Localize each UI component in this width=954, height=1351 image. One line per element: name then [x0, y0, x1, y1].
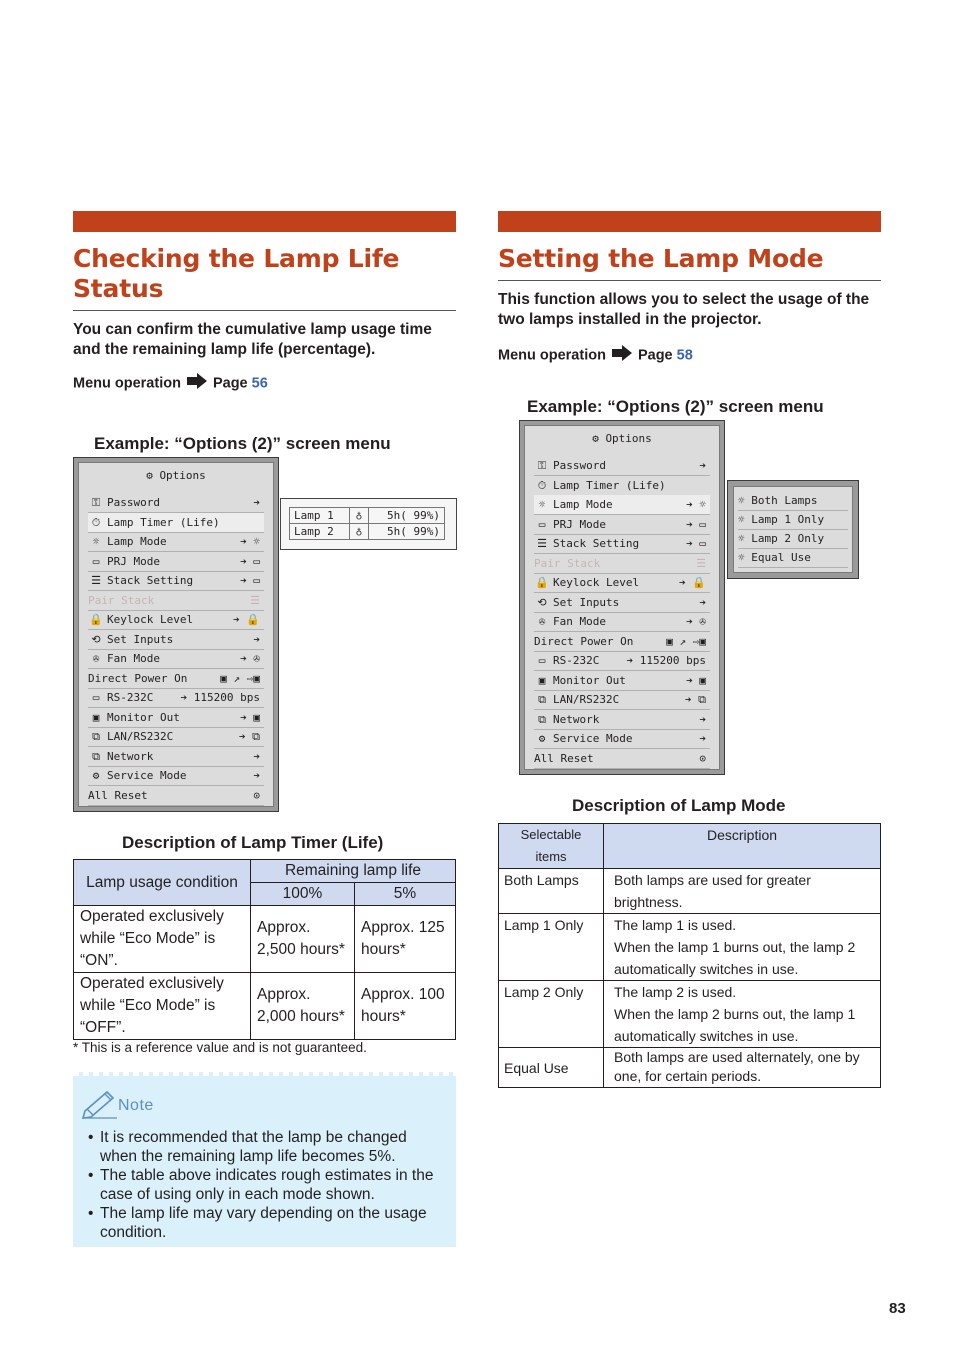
menu-item-label: Fan Mode	[553, 615, 606, 628]
menu-item-lamp-timer-life[interactable]	[534, 476, 710, 496]
menu-item-lan-rs232c[interactable]	[534, 690, 710, 710]
menu-item-pair-stack[interactable]	[534, 554, 710, 574]
menu-item-value: ➔ 115200 bps	[626, 654, 706, 667]
menu-item-label: Lamp Mode	[553, 498, 613, 511]
lamp-timer-display	[280, 498, 457, 550]
menu-item-value: ➔ ▭	[240, 574, 260, 587]
monitor-icon: ▣	[538, 673, 546, 687]
lamp-mode-icon: ☼	[738, 494, 745, 507]
note-title: Note	[118, 1097, 154, 1114]
lamp-mode-icon: ☼	[538, 498, 546, 511]
menu-item-keylock-level[interactable]	[88, 610, 264, 630]
menu-item-value: ➔ 115200 bps	[180, 691, 260, 704]
menu-item-rs-232c[interactable]	[88, 688, 264, 708]
intro-text: This function allows you to select the usage of the two lamps installed in the projector.	[498, 291, 870, 328]
lan-icon: ⧉	[92, 730, 100, 743]
submenu-item-both-lamps[interactable]: ☼ Both Lamps	[738, 492, 848, 511]
menu-item-label: Lamp Timer (Life)	[107, 515, 220, 529]
list-item: • The table above indicates rough estimates in the case of using only in each mode shown.	[88, 1166, 448, 1204]
menu-item-fan-mode[interactable]	[534, 612, 710, 632]
menu-item-all-reset[interactable]	[88, 786, 264, 806]
menu-item-label: LAN/RS232C	[107, 730, 174, 743]
network-icon: ⧉	[92, 749, 100, 763]
rs232-icon: ▭	[92, 691, 100, 704]
menu-item-label: Stack Setting	[553, 537, 640, 550]
menu-item-all-reset[interactable]	[534, 749, 710, 769]
table-row: Equal Use Both lamps are used alternately, one by one, for certain periods.	[499, 1048, 881, 1088]
options-icon: ⚙	[146, 469, 160, 482]
menu-item-value: ➔ ☼	[240, 535, 260, 548]
section-color-bar	[73, 211, 456, 232]
inputs-icon: ⟲	[537, 595, 547, 609]
example-caption: Example: “Options (2)” screen menu	[94, 434, 391, 453]
menu-item-label: Password	[553, 459, 606, 472]
menu-item-value: ▣ ↗ ⇨▣	[220, 671, 260, 685]
options-menu-title: ⚙ Options	[592, 432, 652, 445]
menu-item-value: ➔ ▣	[240, 710, 260, 724]
menu-operation-ref: Menu operation Page 56	[73, 373, 268, 394]
table-row: Operated exclusively while “Eco Mode” is “OFF”. Approx. 2,000 hours* Approx. 100 hours*	[74, 973, 456, 1040]
lamp-mode-icon: ☼	[738, 532, 745, 545]
service-icon: ⚙	[92, 769, 100, 782]
menu-item-label: Stack Setting	[107, 574, 194, 587]
menu-item-prj-mode[interactable]	[88, 552, 264, 572]
page-link[interactable]: 58	[676, 347, 693, 364]
page-link[interactable]: 56	[251, 375, 268, 392]
menu-item-value: ➔	[699, 459, 706, 472]
menu-item-label: Lamp Timer (Life)	[553, 478, 666, 492]
password-icon: ⚿	[91, 496, 101, 509]
options-icon: ⚙	[592, 432, 606, 445]
menu-item-service-mode[interactable]	[534, 729, 710, 749]
example-caption: Example: “Options (2)” screen menu	[527, 397, 824, 416]
menu-item-lamp-mode[interactable]	[534, 495, 710, 515]
menu-item-network[interactable]	[88, 747, 264, 767]
fan-icon: ✇	[538, 615, 546, 628]
stack-icon: ☰	[537, 537, 547, 550]
menu-item-label: Monitor Out	[107, 710, 180, 724]
menu-item-lamp-timer-life[interactable]	[88, 513, 264, 533]
menu-item-label: PRJ Mode	[107, 554, 160, 568]
pencil-icon	[81, 1089, 119, 1124]
menu-item-label: Monitor Out	[553, 673, 626, 687]
menu-item-value: ➔ ▭	[686, 517, 706, 531]
menu-item-label: Password	[107, 496, 160, 509]
timer-icon: ⏱	[91, 515, 101, 529]
lock-icon: 🔒	[535, 576, 549, 589]
menu-item-label: Network	[553, 712, 600, 726]
menu-item-label: Keylock Level	[553, 576, 640, 589]
lamp-mode-submenu	[727, 480, 859, 579]
options-menu-screenshot	[519, 420, 725, 775]
menu-item-label: LAN/RS232C	[553, 693, 620, 706]
menu-item-label: Pair Stack	[88, 593, 155, 607]
table-row: Operated exclusively while “Eco Mode” is “ON”. Approx. 2,500 hours* Approx. 125 hours*	[74, 906, 456, 973]
menu-item-fan-mode[interactable]	[88, 649, 264, 669]
menu-item-label: All Reset	[88, 788, 148, 802]
lock-icon: 🔒	[89, 613, 103, 626]
menu-item-value: ➔	[699, 732, 706, 745]
menu-item-rs-232c[interactable]	[534, 651, 710, 671]
menu-item-lamp-mode[interactable]	[88, 532, 264, 552]
menu-item-value: ➔ ▭	[686, 537, 706, 550]
menu-item-value: ➔ ▣	[686, 673, 706, 687]
options-menu-title: ⚙ Options	[146, 469, 206, 482]
menu-item-value: ➔	[253, 769, 260, 782]
menu-item-password[interactable]	[534, 456, 710, 476]
menu-item-label: RS-232C	[107, 691, 154, 704]
menu-item-value: ➔ ✇	[240, 652, 260, 665]
menu-item-network[interactable]	[534, 710, 710, 730]
menu-item-prj-mode[interactable]	[534, 515, 710, 535]
menu-item-stack-setting[interactable]	[534, 534, 710, 554]
network-icon: ⧉	[538, 712, 546, 726]
menu-item-value: ➔	[253, 496, 260, 509]
section-title-lamp-mode: Setting the Lamp Mode	[498, 244, 824, 273]
table-caption-lamp-mode: Description of Lamp Mode	[572, 796, 786, 815]
menu-item-label: Lamp Mode	[107, 535, 167, 548]
menu-item-label: Fan Mode	[107, 652, 160, 665]
menu-item-label: All Reset	[534, 751, 594, 765]
menu-item-value: ➔ ⧉	[684, 693, 706, 706]
menu-item-label: Direct Power On	[88, 671, 188, 685]
password-icon: ⚿	[537, 459, 547, 472]
submenu-item-lamp2-only[interactable]: ☼ Lamp 2 Only	[738, 530, 848, 549]
monitor-icon: ▣	[92, 710, 100, 724]
lamp-timer-row: Lamp 1 ♁ 5h( 99%)	[290, 508, 445, 524]
menu-item-direct-power-on[interactable]	[534, 632, 710, 652]
lamp-mode-table: Selectable items Description Both Lamps Both lamps are used for greater brightness. Lamp 1 Only The lamp 1 is used. When the lamp 1 burns out, the lamp 2 automatically switches in use. Lamp 2 Only The lamp 2 is used. When the lamp 2 burns out, the lamp 1 automatically switches in use. Equal Use Both lamps are used alternately, one by one, for certain periods.	[498, 823, 881, 1088]
right-arrow-icon	[612, 345, 632, 366]
menu-item-label: Network	[107, 749, 154, 763]
menu-item-label: RS-232C	[553, 654, 600, 667]
menu-item-value: ⊙	[253, 788, 260, 802]
menu-item-label: Service Mode	[107, 769, 187, 782]
right-arrow-icon	[187, 373, 207, 394]
menu-item-label: Service Mode	[553, 732, 633, 745]
footnote: * This is a reference value and is not guaranteed.	[73, 1040, 367, 1055]
menu-item-label: Pair Stack	[534, 556, 601, 570]
menu-item-password[interactable]	[88, 493, 264, 513]
timer-icon: ⏱	[537, 478, 547, 492]
options-menu-screenshot	[73, 457, 279, 812]
lamp-icon: ♁	[349, 524, 368, 540]
menu-item-value: ➔	[699, 712, 706, 726]
lamp-timer-row: Lamp 2 ♁ 5h( 99%)	[290, 524, 445, 540]
menu-item-value: ➔ ✇	[686, 615, 706, 628]
table-row: Both Lamps Both lamps are used for greater brightness.	[499, 869, 881, 914]
menu-item-value: ☰	[696, 556, 706, 570]
lan-icon: ⧉	[538, 693, 546, 706]
menu-item-label: Set Inputs	[107, 632, 174, 646]
menu-operation-ref: Menu operation Page 58	[498, 345, 693, 366]
prj-mode-icon: ▭	[538, 517, 546, 531]
menu-item-value: ➔	[253, 632, 260, 646]
menu-item-stack-setting[interactable]	[88, 571, 264, 591]
table-caption-lamp-timer: Description of Lamp Timer (Life)	[122, 833, 384, 852]
lamp-timer-table: Lamp usage condition Remaining lamp life 100% 5% Operated exclusively while “Eco Mode” is “ON”. Approx. 2,500 hours* Approx. 125 hours* Operated exclusively while “Eco Mode” is “OFF”. Approx. 2,000 hours* Approx. 100 hours*	[73, 859, 456, 1040]
menu-item-value: ➔ ▭	[240, 554, 260, 568]
menu-item-value: ▣ ↗ ⇨▣	[666, 634, 706, 648]
menu-item-keylock-level[interactable]	[534, 573, 710, 593]
menu-item-label: Direct Power On	[534, 634, 634, 648]
note-list	[88, 1128, 448, 1242]
note-box	[73, 1072, 456, 1247]
page-number: 83	[889, 1300, 906, 1317]
menu-item-label: Set Inputs	[553, 595, 620, 609]
menu-item-direct-power-on[interactable]	[88, 669, 264, 689]
menu-item-pair-stack[interactable]	[88, 591, 264, 611]
table-row: Lamp 2 Only The lamp 2 is used. When the lamp 2 burns out, the lamp 1 automatically switches in use.	[499, 981, 881, 1048]
menu-item-value: ➔ ☼	[686, 498, 706, 511]
menu-item-value: ➔	[699, 595, 706, 609]
prj-mode-icon: ▭	[92, 554, 100, 568]
menu-item-value: ➔ ⧉	[238, 730, 260, 743]
intro-text: You can confirm the cumulative lamp usage time and the remaining lamp life (percentage).	[73, 321, 432, 358]
stack-icon: ☰	[91, 574, 101, 587]
rs232-icon: ▭	[538, 654, 546, 667]
submenu-item-lamp1-only[interactable]: ☼ Lamp 1 Only	[738, 511, 848, 530]
section-color-bar	[498, 211, 881, 232]
menu-item-monitor-out[interactable]	[534, 671, 710, 691]
service-icon: ⚙	[538, 732, 546, 745]
menu-item-service-mode[interactable]	[88, 766, 264, 786]
menu-item-value: ☰	[250, 593, 260, 607]
menu-item-label: PRJ Mode	[553, 517, 606, 531]
table-row: Lamp 1 Only The lamp 1 is used. When the lamp 1 burns out, the lamp 2 automatically switches in use.	[499, 914, 881, 981]
list-item: • The lamp life may vary depending on the usage condition.	[88, 1204, 448, 1242]
menu-item-set-inputs[interactable]	[534, 593, 710, 613]
fan-icon: ✇	[92, 652, 100, 665]
lamp-mode-icon: ☼	[738, 551, 745, 564]
section-title-lamp-life: Checking the Lamp Life Status	[73, 244, 400, 303]
submenu-item-equal-use[interactable]: ☼ Equal Use	[738, 549, 848, 568]
lamp-mode-icon: ☼	[92, 535, 100, 548]
title-rule	[498, 280, 881, 281]
menu-item-value: ➔	[253, 749, 260, 763]
lamp-mode-icon: ☼	[738, 513, 745, 526]
menu-item-monitor-out[interactable]	[88, 708, 264, 728]
menu-item-lan-rs232c[interactable]	[88, 727, 264, 747]
inputs-icon: ⟲	[91, 632, 101, 646]
menu-item-label: Keylock Level	[107, 613, 194, 626]
menu-item-value: ➔ 🔒	[679, 576, 706, 589]
title-rule	[73, 310, 456, 311]
menu-item-value: ➔ 🔒	[233, 613, 260, 626]
list-item: • It is recommended that the lamp be changed when the remaining lamp life becomes 5%.	[88, 1128, 448, 1166]
menu-item-set-inputs[interactable]	[88, 630, 264, 650]
menu-item-value: ⊙	[699, 751, 706, 765]
lamp-icon: ♁	[349, 508, 368, 524]
